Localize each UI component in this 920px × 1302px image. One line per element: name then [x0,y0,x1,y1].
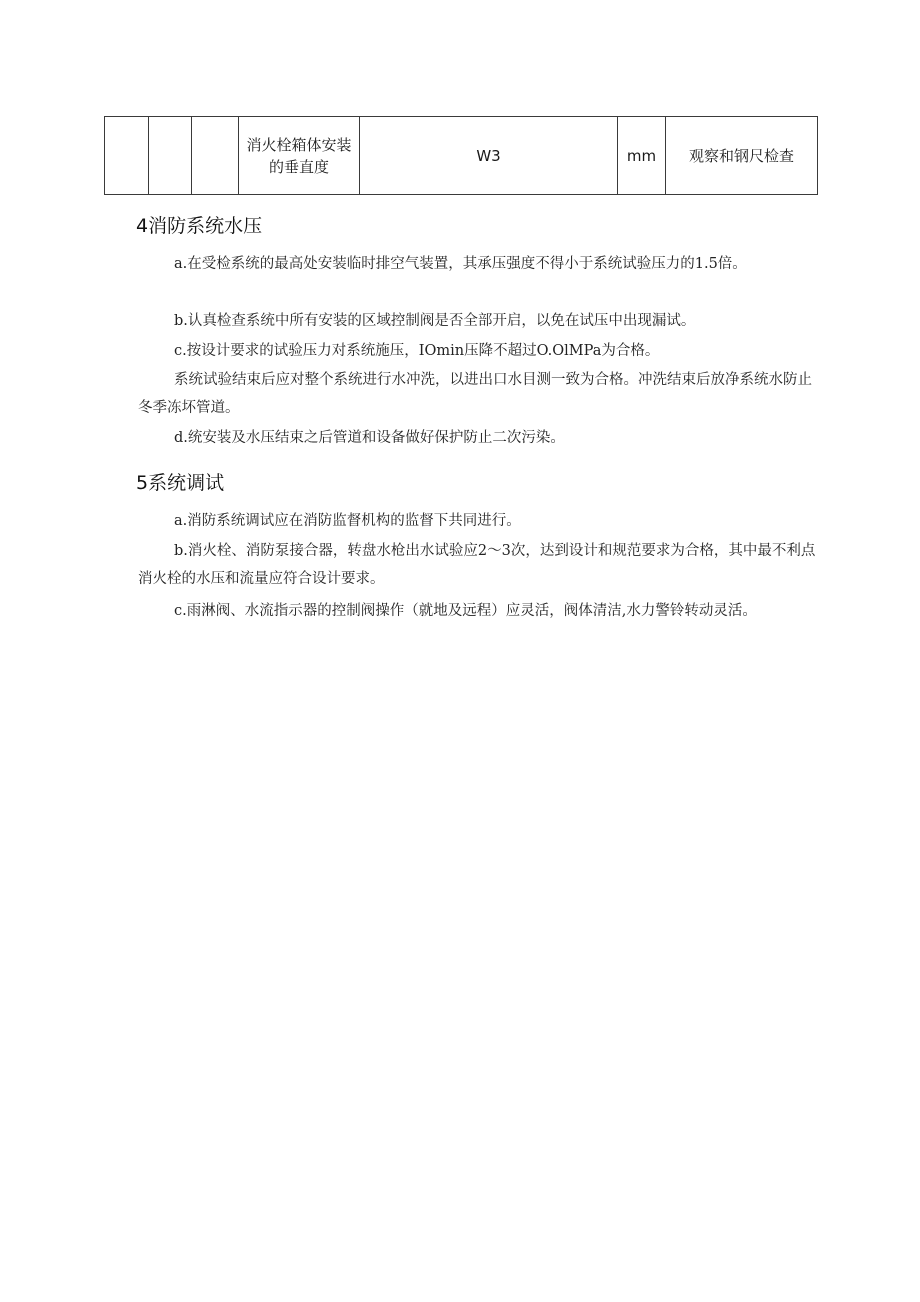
table-cell-item [239,117,360,195]
table-cell-tolerance: W3 [360,117,618,195]
inspection-table [104,116,818,195]
paragraph-5b: b.消火栓、消防泵接合器，转盘水枪出水试验应2～3次，达到设计和规范要求为合格，其中最不利点消火栓的水压和流量应符合设计要求。 [138,543,816,587]
paragraph-5c: c.雨淋阀、水流指示器的控制阀操作（就地及远程）应灵活，阀体清洁,水力警铃转动灵活。 [174,603,757,619]
table-cell-empty [149,117,192,195]
paragraph-4d: d.统安装及水压结束之后管道和设备做好保护防止二次污染。 [174,430,565,446]
table-cell-empty [192,117,239,195]
table-cell-method: 观察和钢尺检查 [666,117,818,195]
item-name-line1: 消火栓箱体安装 [246,135,352,154]
table-row [105,117,818,195]
table-cell-unit: mm [618,117,666,195]
table-cell-empty [105,117,149,195]
paragraph-4b: b.认真检查系统中所有安装的区域控制阀是否全部开启，以免在试压中出现漏试。 [174,313,696,329]
section-heading-commissioning: 5系统调试 [136,472,225,494]
paragraph-5a: a.消防系统调试应在消防监督机构的监督下共同进行。 [174,513,521,529]
section-heading-pressure-test: 4消防系统水压 [136,215,263,237]
paragraph-4c: c.按设计要求的试验压力对系统施压，IOmin压降不超过O.OlMPa为合格。 [174,343,660,359]
paragraph-4-flush: 系统试验结束后应对整个系统进行水冲洗，以进出口水目测一致为合格。冲洗结束后放净系统水防止冬季冻坏管道。 [138,372,812,416]
item-name-line2: 的垂直度 [268,157,329,176]
paragraph-4a: a.在受检系统的最高处安装临时排空气装置，其承压强度不得小于系统试验压力的1.5倍。 [174,256,747,272]
